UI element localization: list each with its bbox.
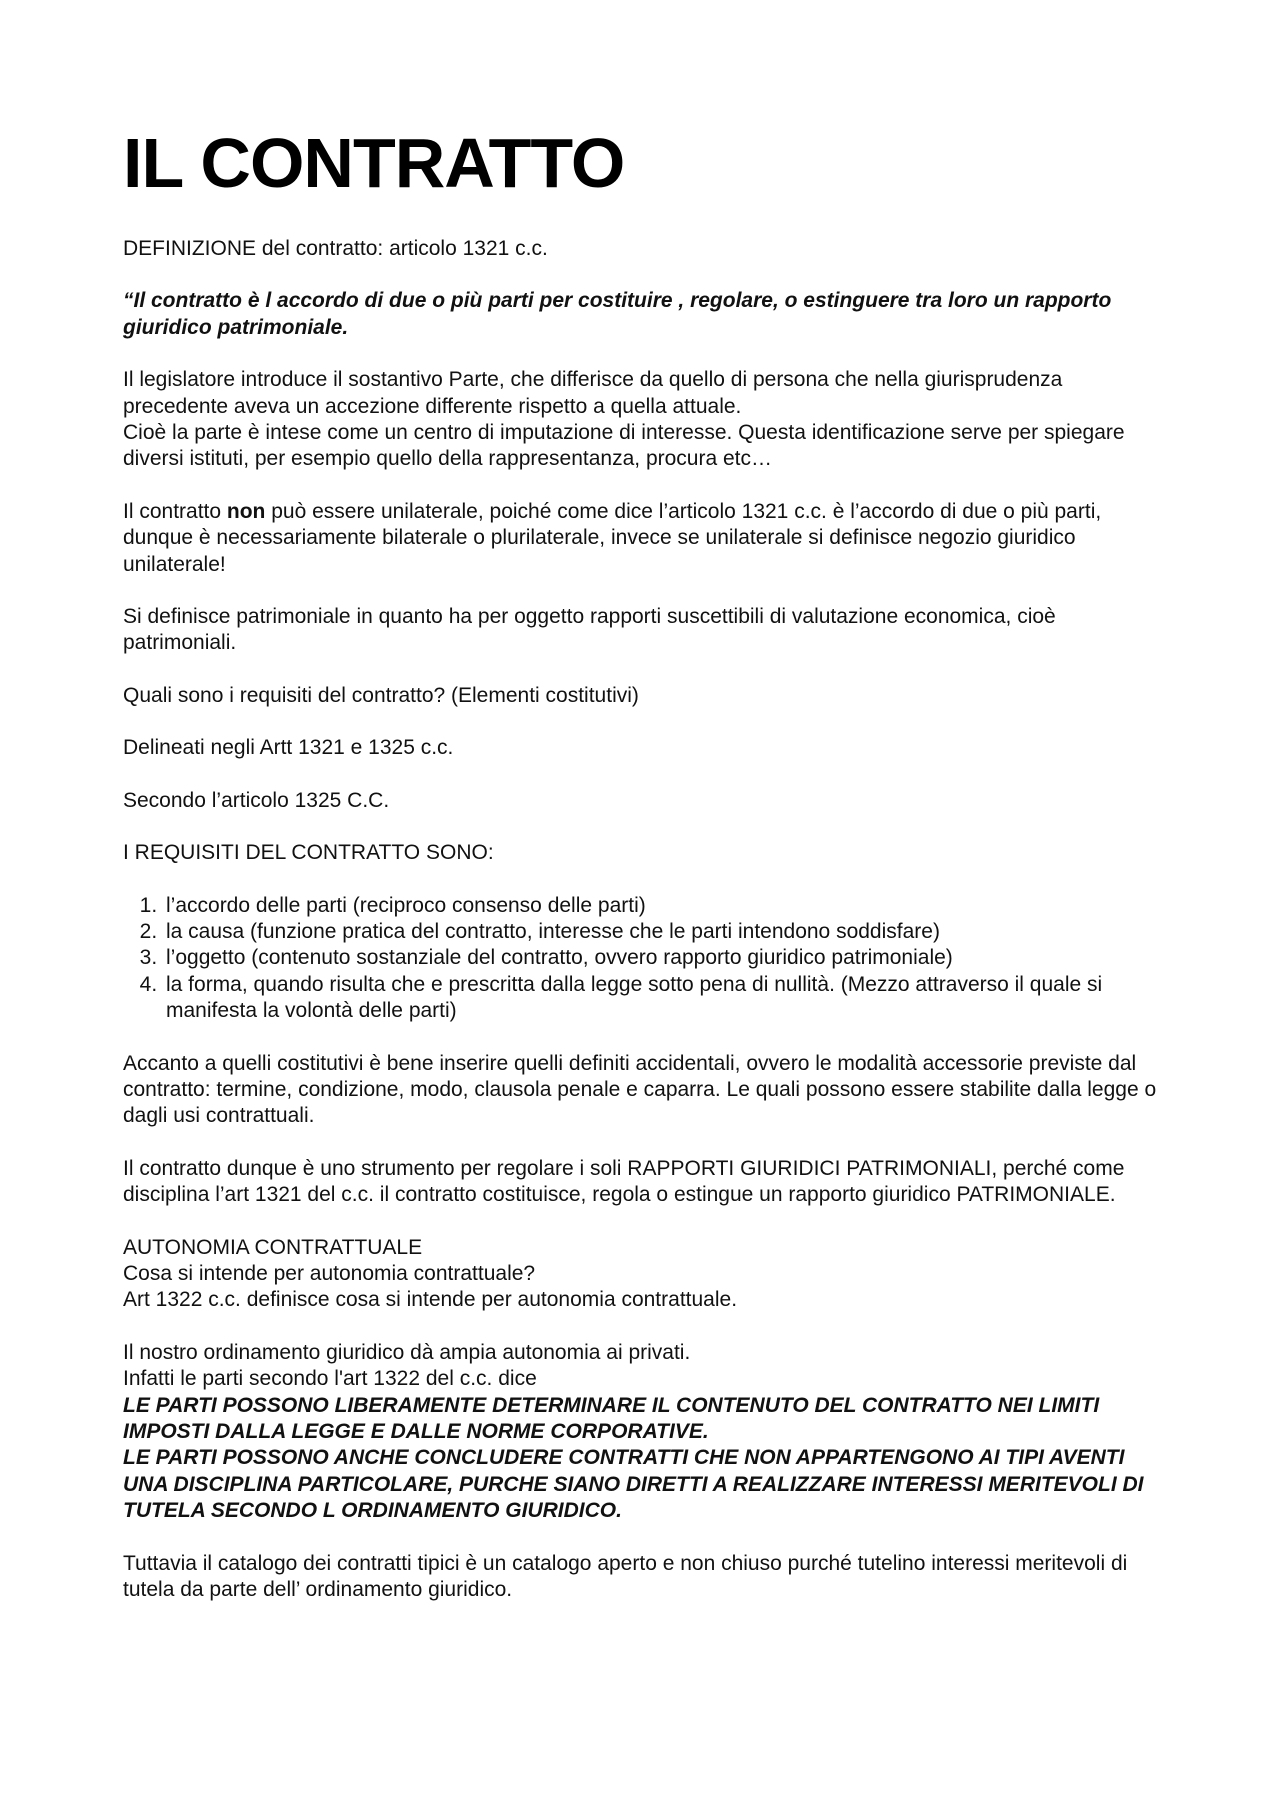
list-item: 3. l’oggetto (contenuto sostanziale del contratto, ovvero rapporto giuridico patrimoniale) xyxy=(163,945,1173,971)
document-page xyxy=(123,124,1173,1603)
definition-quote: “Il contratto è l accordo di due o più parti per costituire , regolare, o estinguere tra loro un rapporto giuridico patrimoniale. xyxy=(123,289,1112,339)
autonomia-question: Cosa si intende per autonomia contrattuale? xyxy=(123,1261,536,1285)
unilaterale-text-before: Il contratto xyxy=(123,499,227,523)
ordinamento-line-2: Infatti le parti secondo l'art 1322 del c.c. dice xyxy=(123,1367,537,1391)
patrimoniale-paragraph: Si definisce patrimoniale in quanto ha per oggetto rapporti suscettibili di valutazione economica, cioè patrimoniali. xyxy=(123,605,1056,655)
autonomia-section xyxy=(123,1235,1173,1314)
ordinamento-line-1: Il nostro ordinamento giuridico dà ampia autonomia ai privati. xyxy=(123,1340,691,1364)
ordinamento-section xyxy=(123,1340,1173,1525)
requisiti-question: Quali sono i requisiti del contratto? (Elementi costitutivi) xyxy=(123,683,639,707)
unilaterale-paragraph xyxy=(123,499,1173,578)
unilaterale-bold-word: non xyxy=(226,499,266,523)
requisiti-list xyxy=(123,893,1173,1025)
requisiti-heading: I REQUISITI DEL CONTRATTO SONO: xyxy=(123,841,494,865)
unilaterale-text-after: può essere unilaterale, poiché come dice l’articolo 1321 c.c. è l’accordo di due o più parti, dunque è necessariamente bilaterale o plurilaterale, invece se unilaterale si definisce negozio giuridico unilaterale! xyxy=(123,499,1102,576)
secondo-line: Secondo l’articolo 1325 C.C. xyxy=(123,788,390,812)
autonomia-article: Art 1322 c.c. definisce cosa si intende per autonomia contrattuale. xyxy=(123,1288,738,1312)
autonomia-heading: AUTONOMIA CONTRATTUALE xyxy=(123,1235,423,1259)
legal-text-caps-2: LE PARTI POSSONO ANCHE CONCLUDERE CONTRATTI CHE NON APPARTENGONO AI TIPI AVENTI UNA DISCIPLINA PARTICOLARE, PURCHE SIANO DIRETTI A REALIZZARE INTERESSI MERITEVOLI DI TUTELA SECONDO L ORDINAMENTO GIURIDICO. xyxy=(123,1446,1144,1523)
legislatore-text-2: Cioè la parte è intese come un centro di imputazione di interesse. Questa identificazione serve per spiegare diversi istituti, per esempio quello della rappresentanza, procura etc… xyxy=(123,421,1125,471)
list-item: 2. la causa (funzione pratica del contratto, interesse che le parti intendono soddisfare) xyxy=(163,919,1173,945)
list-item: 4. la forma, quando risulta che e prescritta dalla legge sotto pena di nullità. (Mezzo attraverso il quale si manifesta la volontà delle parti) xyxy=(163,972,1173,1025)
accidentali-paragraph: Accanto a quelli costitutivi è bene inserire quelli definiti accidentali, ovvero le modalità accessorie previste dal contratto: termine, condizione, modo, clausola penale e caparra. Le quali possono essere stabilite dalla legge o dagli usi contrattuali. xyxy=(123,1051,1157,1128)
legislatore-paragraph xyxy=(123,367,1173,473)
page-title: IL CONTRATTO xyxy=(123,124,625,202)
delineati-line: Delineati negli Artt 1321 e 1325 c.c. xyxy=(123,736,454,760)
strumento-paragraph: Il contratto dunque è uno strumento per regolare i soli RAPPORTI GIURIDICI PATRIMONIALI, perché come disciplina l’art 1321 del c.c. il contratto costituisce, regola o estingue un rapporto giuridico PATRIMONIALE. xyxy=(123,1156,1125,1207)
definition-line: DEFINIZIONE del contratto: articolo 1321 c.c. xyxy=(123,237,548,260)
catalogo-paragraph: Tuttavia il catalogo dei contratti tipici è un catalogo aperto e non chiuso purché tutelino interessi meritevoli di tutela da parte dell’ ordinamento giuridico. xyxy=(123,1551,1128,1602)
list-item: 1. l’accordo delle parti (reciproco consenso delle parti) xyxy=(163,893,1173,919)
legal-text-caps-1: LE PARTI POSSONO LIBERAMENTE DETERMINARE IL CONTENUTO DEL CONTRATTO NEI LIMITI IMPOSTI DALLA LEGGE E DALLE NORME CORPORATIVE. xyxy=(123,1393,1100,1443)
legislatore-text-1: Il legislatore introduce il sostantivo Parte, che differisce da quello di persona che nella giurisprudenza precedente aveva un accezione differente rispetto a quella attuale. xyxy=(123,368,1063,418)
